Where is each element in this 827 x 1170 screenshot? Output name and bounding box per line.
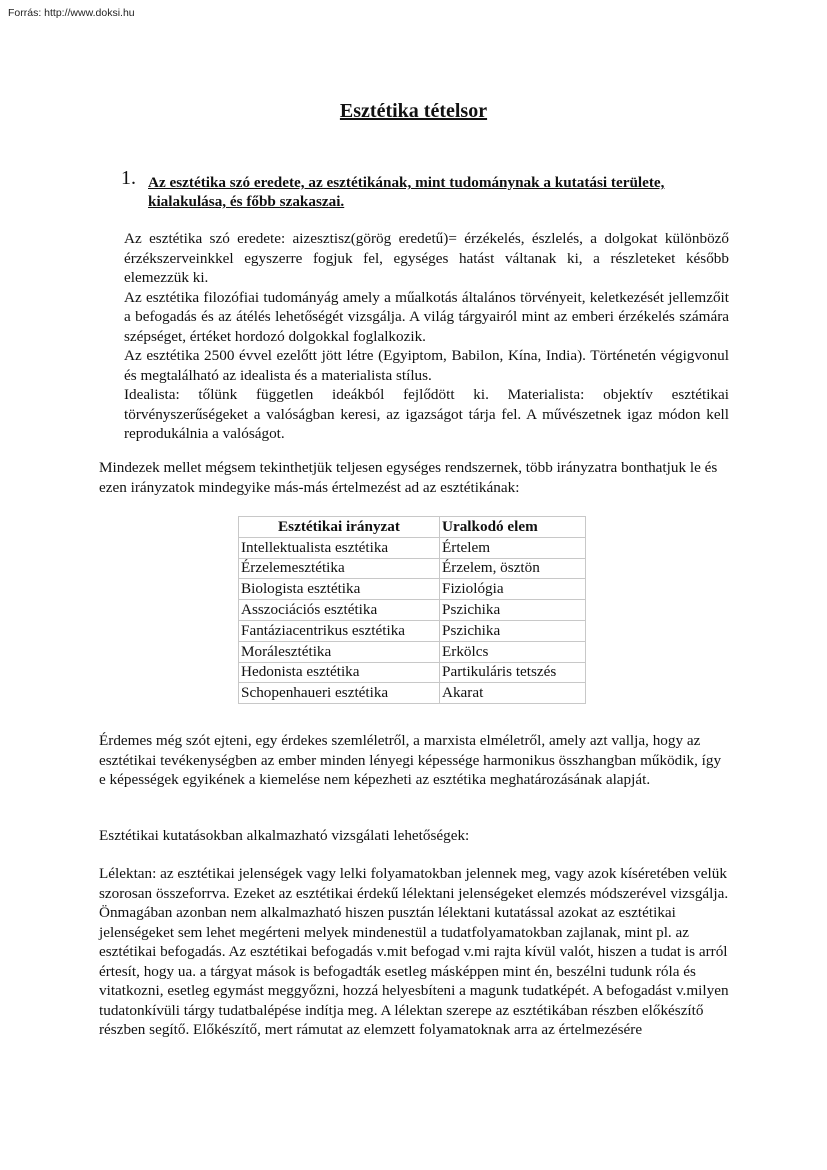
table-row <box>239 641 586 662</box>
table-row <box>239 558 586 579</box>
table-cell: Intellektualista esztétika <box>239 537 440 558</box>
paragraph-marxist: Érdemes még szót ejteni, egy érdekes szemléletről, a marxista elméletről, amely azt vallja, hogy az esztétikai tevékenységben az ember minden lényegi képessége harmonikus összhangban működik, így e képességek egyikének a kiemelése nem képezheti az esztétika meghatározásának alapját. <box>99 732 722 788</box>
table-row <box>239 620 586 641</box>
table-cell: Asszociációs esztétika <box>239 600 440 621</box>
section-heading: Az esztétika szó eredete, az esztétikának, mint tudománynak a kutatási területe, kialakulása, és főbb szakaszai. <box>148 174 665 210</box>
table-cell: Morálesztétika <box>239 641 440 662</box>
table-row <box>239 662 586 683</box>
psychology-block <box>99 864 729 1040</box>
intro-block <box>99 458 729 497</box>
table-row <box>239 600 586 621</box>
table-row <box>239 537 586 558</box>
column-header: Esztétikai irányzat <box>239 517 440 538</box>
table-cell: Pszichika <box>440 620 586 641</box>
paragraph-history: Az esztétika 2500 évvel ezelőtt jött létre (Egyiptom, Babilon, Kína, India). Történetén végigvonul és megtalálható az idealista és a materialista stílus. <box>124 347 729 384</box>
section-body <box>124 229 729 444</box>
table-cell: Partikuláris tetszés <box>440 662 586 683</box>
table-cell: Fantáziacentrikus esztétika <box>239 620 440 641</box>
marxist-block <box>99 731 729 790</box>
paragraph-psychology: Lélektan: az esztétikai jelenségek vagy lelki folyamatokban jelennek meg, vagy azok kíséretében velük szorosan összeforrva. Ezeket az esztétikai érdekű lélektani jelenségeket elemzés módszerével vizsgálja. Önmagában azonban nem alkalmazható hiszen pusztán lélektani kutatással azokat az esztétikai jelenségeket sem lehet megérteni melyek mindenestül a tudatfolyamatokban zajlanak, mint pl. az esztétikai befogadás. Az esztétikai befogadás v.mit befogad v.mi rajta kívül valót, hiszen a tudat is arról értesít, hogy ua. a tárgyat mások is befogadták esetleg másképpen mint én, beszélni tudunk róla és vitatkozni, esetleg egymást meggyőzni, hozzá helyesbíteni a magunk tudatképét. A befogadást v.milyen tudatonkívüli tárgy tudatbalépése indítja meg. A lélektan szerepe az esztétikában részben előkészítő részben segítő. Előkészítő, mert rámutat az elemzett folyamatoknak arra az értelmezésére <box>99 865 729 1038</box>
aesthetics-table <box>238 516 586 704</box>
table-cell: Érzelem, ösztön <box>440 558 586 579</box>
paragraph-intro: Mindezek mellet mégsem tekinthetjük teljesen egységes rendszernek, több irányzatra bonthatjuk le és ezen irányzatok mindegyike más-más értelmezést ad az esztétikának: <box>99 459 718 496</box>
table-cell: Értelem <box>440 537 586 558</box>
table-cell: Hedonista esztétika <box>239 662 440 683</box>
source-url: Forrás: http://www.doksi.hu <box>8 7 135 19</box>
table-header-row <box>239 517 586 538</box>
table-cell: Pszichika <box>440 600 586 621</box>
section-number: 1. <box>121 167 136 189</box>
table-cell: Érzelemesztétika <box>239 558 440 579</box>
column-header: Uralkodó elem <box>440 517 586 538</box>
paragraph-philosophy: Az esztétika filozófiai tudományág amely a műalkotás általános törvényeit, keletkezését jellemzőit a befogadás és az átélés lehetőségét vizsgálja. A világ tárgyairól mint az emberi érzékelés számára szépséget, értéket hordozó dolgokkal foglalkozik. <box>124 288 729 345</box>
paragraph-word-origin: Az esztétika szó eredete: aizesztisz(görög eredetű)= érzékelés, észlelés, a dolgokat különböző érzékszerveinkkel egyszerre fogjuk fel, egységes hatást váltanak ki, a részleteket később elemezzük ki. <box>124 230 729 286</box>
page-title: Esztétika tételsor <box>339 100 488 122</box>
table-cell: Fiziológia <box>440 579 586 600</box>
table-cell: Erkölcs <box>440 641 586 662</box>
table-cell: Schopenhaueri esztétika <box>239 683 440 704</box>
table-row <box>239 579 586 600</box>
paragraph-idealist-materialist: Idealista: tőlünk független ideákból fejlődött ki. Materialista: objektív esztétikai törvényszerűségeket a valóságban keresi, az igazságot tárja fel. A művészetnek igaz módon kell reprodukálnia a valóságot. <box>124 386 729 442</box>
table-row <box>239 683 586 704</box>
paragraph-methods: Esztétikai kutatásokban alkalmazható vizsgálati lehetőségek: <box>99 827 470 844</box>
table-cell: Biologista esztétika <box>239 579 440 600</box>
table-cell: Akarat <box>440 683 586 704</box>
methods-block <box>99 826 729 846</box>
